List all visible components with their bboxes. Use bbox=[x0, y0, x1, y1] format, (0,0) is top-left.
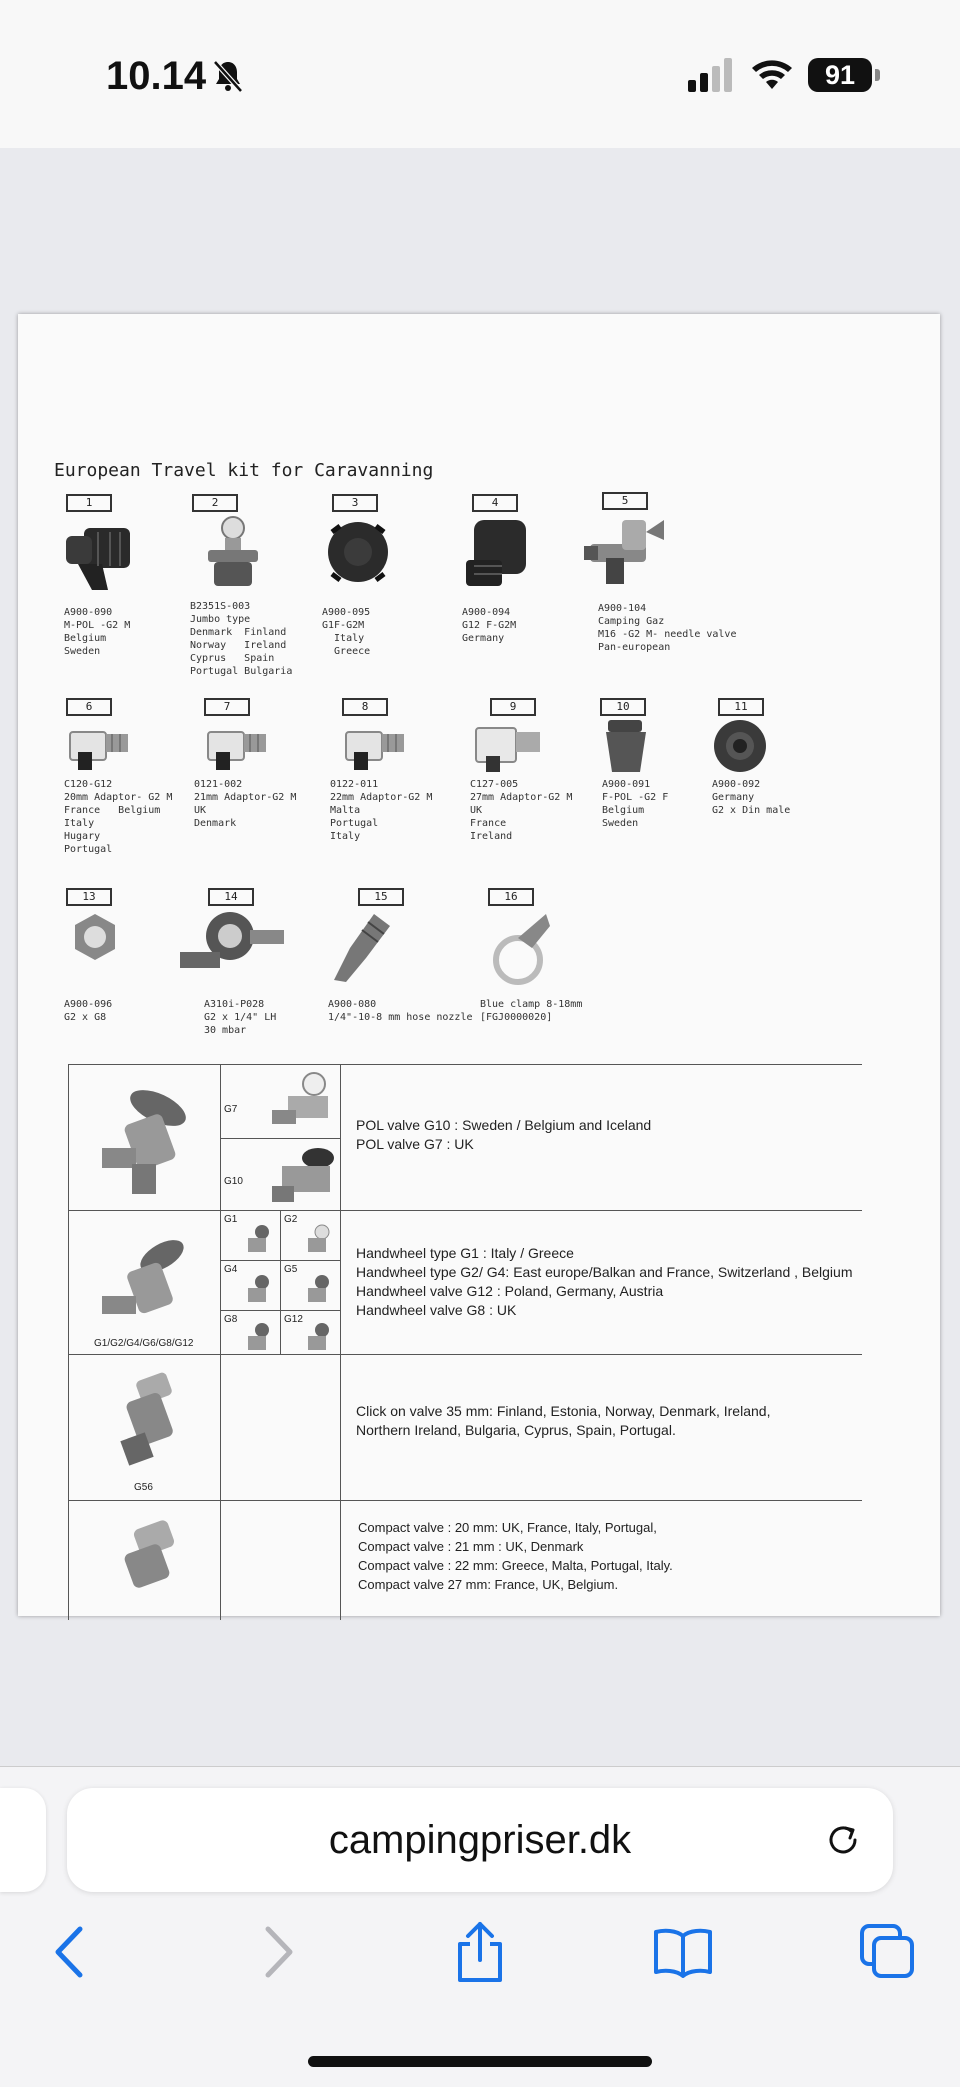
fitting-image bbox=[488, 908, 554, 988]
item-description: Germany G2 x Din male bbox=[712, 792, 791, 816]
fitting-image bbox=[198, 514, 268, 590]
valve-table bbox=[68, 1064, 862, 1620]
item-code: B2351S-003 bbox=[190, 601, 251, 612]
g7-valve-image bbox=[268, 1070, 336, 1134]
item-code: 0121-002 bbox=[194, 779, 243, 790]
handwheel-thumb-image bbox=[244, 1322, 272, 1352]
fitting-image bbox=[460, 514, 536, 592]
fitting-image bbox=[320, 516, 396, 592]
item-number: 3 bbox=[332, 494, 378, 512]
fitting-image bbox=[598, 716, 654, 776]
valve-label: G1/G2/G4/G6/G8/G12 bbox=[94, 1338, 194, 1349]
forward-icon[interactable] bbox=[258, 1925, 298, 1979]
item-description: Jumbo type Denmark Finland Norway Ireland Cyprus Spain Portugal Bulgaria bbox=[190, 614, 293, 677]
status-bar bbox=[0, 0, 960, 148]
item-description: [FGJ0000020] bbox=[480, 1012, 553, 1023]
row-line: Handwheel valve G8 : UK bbox=[356, 1302, 517, 1318]
item-number: 15 bbox=[358, 888, 404, 906]
handwheel-valve-image bbox=[92, 1236, 202, 1336]
clock: 10.14 bbox=[106, 54, 207, 98]
pol-valve-image bbox=[92, 1078, 202, 1198]
item-description: 22mm Adaptor-G2 M Malta Portugal Italy bbox=[330, 792, 433, 842]
handwheel-thumb-image bbox=[304, 1224, 332, 1254]
item-code: A310i-P028 bbox=[204, 999, 265, 1010]
item-description: G1F-G2M Italy Greece bbox=[322, 620, 371, 657]
handwheel-thumb-image bbox=[244, 1274, 272, 1304]
row-line: POL valve G10 : Sweden / Belgium and Iceland bbox=[356, 1117, 652, 1133]
item-code: A900-080 bbox=[328, 999, 377, 1010]
handwheel-thumb-image bbox=[244, 1224, 272, 1254]
item-code: C127-005 bbox=[470, 779, 519, 790]
row-line: Handwheel type G2/ G4: East europe/Balkan and France, Switzerland , Belgium bbox=[356, 1264, 853, 1280]
fitting-image bbox=[584, 512, 668, 590]
valve-label: G7 bbox=[224, 1104, 238, 1115]
row-line: Handwheel type G1 : Italy / Greece bbox=[356, 1245, 574, 1261]
valve-label: G8 bbox=[224, 1314, 238, 1325]
row-line: Compact valve : 21 mm : UK, Denmark bbox=[358, 1539, 584, 1554]
item-description: 21mm Adaptor-G2 M UK Denmark bbox=[194, 792, 297, 829]
url-text[interactable]: campingpriser.dk bbox=[328, 1818, 632, 1862]
fitting-image bbox=[342, 716, 408, 774]
item-description: 27mm Adaptor-G2 M UK France Ireland bbox=[470, 792, 573, 842]
item-code: 0122-011 bbox=[330, 779, 379, 790]
item-description: M-POL -G2 M Belgium Sweden bbox=[64, 620, 131, 657]
fitting-image bbox=[66, 716, 132, 774]
fitting-image bbox=[330, 908, 400, 984]
item-number: 2 bbox=[192, 494, 238, 512]
bookmarks-icon[interactable] bbox=[652, 1926, 714, 1978]
item-number: 6 bbox=[66, 698, 112, 716]
item-number: 8 bbox=[342, 698, 388, 716]
back-icon[interactable] bbox=[50, 1925, 90, 1979]
item-description: G12 F-G2M Germany bbox=[462, 620, 517, 644]
item-number: 9 bbox=[490, 698, 536, 716]
valve-label: G10 bbox=[224, 1176, 243, 1187]
compact-valve-image bbox=[110, 1520, 190, 1600]
row-line: Click on valve 35 mm: Finland, Estonia, Norway, Denmark, Ireland, bbox=[356, 1403, 771, 1419]
signal-icon bbox=[688, 58, 736, 92]
item-description: Camping Gaz M16 -G2 M- needle valve Pan-european bbox=[598, 616, 737, 653]
click-on-valve-image bbox=[110, 1370, 190, 1470]
row-text bbox=[356, 1116, 651, 1154]
home-indicator bbox=[308, 2056, 652, 2067]
row-text bbox=[356, 1244, 853, 1320]
wifi-icon bbox=[750, 56, 794, 92]
item-code: C120-G12 bbox=[64, 779, 113, 790]
fitting-image bbox=[58, 514, 138, 594]
document-title: European Travel kit for Caravanning bbox=[54, 460, 434, 481]
row-line: Northern Ireland, Bulgaria, Cyprus, Spain, Portugal. bbox=[356, 1422, 676, 1438]
g10-valve-image bbox=[268, 1144, 336, 1206]
handwheel-thumb-image bbox=[304, 1274, 332, 1304]
valve-label: G1 bbox=[224, 1214, 238, 1225]
fitting-image bbox=[180, 906, 290, 982]
item-code: A900-091 bbox=[602, 779, 651, 790]
item-description: G2 x 1/4" LH 30 mbar bbox=[204, 1012, 277, 1036]
item-code: A900-095 bbox=[322, 607, 371, 618]
document-page bbox=[18, 314, 940, 1616]
item-number: 5 bbox=[602, 492, 648, 510]
address-bar[interactable] bbox=[67, 1788, 893, 1892]
previous-tab-peek[interactable] bbox=[0, 1788, 46, 1892]
item-code: A900-094 bbox=[462, 607, 511, 618]
item-number: 7 bbox=[204, 698, 250, 716]
row-line: Compact valve 27 mm: France, UK, Belgium. bbox=[358, 1577, 619, 1592]
valve-label: G4 bbox=[224, 1264, 238, 1275]
row-text bbox=[356, 1402, 770, 1440]
handwheel-thumb-image bbox=[304, 1322, 332, 1352]
valve-label: G5 bbox=[284, 1264, 298, 1275]
fitting-image bbox=[204, 716, 270, 774]
valve-label: G56 bbox=[134, 1482, 153, 1493]
row-line: Compact valve : 20 mm: UK, France, Italy, Portugal, bbox=[358, 1520, 657, 1535]
share-icon[interactable] bbox=[454, 1920, 506, 1984]
item-code: A900-104 bbox=[598, 603, 647, 614]
item-number: 13 bbox=[66, 888, 112, 906]
item-code: A900-090 bbox=[64, 607, 113, 618]
item-description: F-POL -G2 F Belgium Sweden bbox=[602, 792, 669, 829]
battery-indicator: 91 bbox=[808, 58, 872, 92]
item-code: Blue clamp 8-18mm bbox=[480, 999, 583, 1010]
fitting-image bbox=[472, 716, 544, 776]
item-description: 20mm Adaptor- G2 M France Belgium Italy Hugary Portugal bbox=[64, 792, 173, 855]
item-number: 16 bbox=[488, 888, 534, 906]
row-line: Handwheel valve G12 : Poland, Germany, Austria bbox=[356, 1283, 664, 1299]
valve-label: G12 bbox=[284, 1314, 303, 1325]
row-line: POL valve G7 : UK bbox=[356, 1136, 474, 1152]
valve-label: G2 bbox=[284, 1214, 298, 1225]
fitting-image bbox=[710, 714, 770, 774]
item-code: A900-096 bbox=[64, 999, 113, 1010]
divider bbox=[0, 1766, 960, 1767]
tabs-icon[interactable] bbox=[858, 1922, 916, 1980]
item-number: 10 bbox=[600, 698, 646, 716]
item-description: 1/4"-10-8 mm hose nozzle bbox=[328, 1012, 473, 1023]
item-number: 4 bbox=[472, 494, 518, 512]
fitting-image bbox=[70, 912, 120, 962]
item-number: 1 bbox=[66, 494, 112, 512]
reload-icon[interactable] bbox=[823, 1820, 863, 1860]
item-number: 11 bbox=[718, 698, 764, 716]
row-text bbox=[358, 1518, 673, 1594]
item-number: 14 bbox=[208, 888, 254, 906]
item-code: A900-092 bbox=[712, 779, 761, 790]
row-line: Compact valve : 22 mm: Greece, Malta, Portugal, Italy. bbox=[358, 1558, 673, 1573]
bell-slash-icon bbox=[210, 58, 246, 94]
item-description: G2 x G8 bbox=[64, 1012, 107, 1023]
